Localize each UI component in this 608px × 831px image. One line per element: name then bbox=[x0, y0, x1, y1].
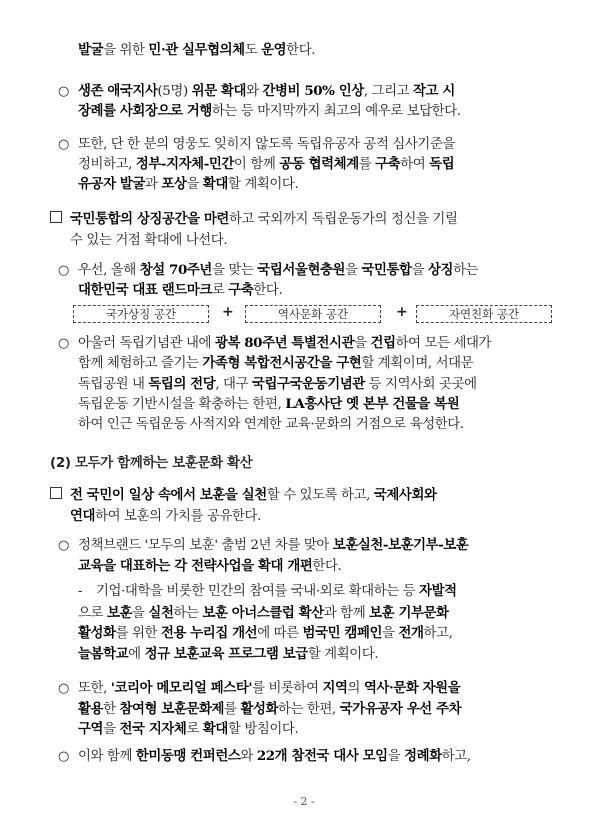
text-segment: 한 bbox=[103, 702, 120, 717]
text-segment: 을 bbox=[103, 722, 120, 737]
text-segment: 하고 국외까지 독립운동가의 정신을 기릴 bbox=[228, 212, 458, 227]
bold-text: 정부-지자체-민간 bbox=[135, 156, 234, 172]
text-segment: 도 bbox=[244, 43, 262, 58]
text-segment: 할 수 있도록 하고, bbox=[266, 488, 374, 503]
bold-text: 한미동맹 컨퍼런스 bbox=[135, 748, 241, 764]
bold-text: 간병비 50% 인상 bbox=[262, 83, 364, 99]
section-heading: (2) 모두가 함께하는 보훈문화 확산 bbox=[50, 456, 253, 471]
circle-bullet: ○ bbox=[58, 263, 70, 278]
bold-text: 늘봄학교 bbox=[78, 646, 129, 662]
bold-text: 상징 bbox=[428, 262, 454, 278]
bold-text: 생존 애국지사 bbox=[78, 83, 158, 99]
bold-text: 보훈실천-보훈기부-보훈 bbox=[332, 537, 469, 553]
bold-text: 지역 bbox=[322, 680, 348, 696]
text-segment: 기업·대학을 비롯한 민간의 참여를 국내·외로 확대하는 등 bbox=[96, 584, 420, 599]
text-segment: 하는 등 마지막까지 최고의 예우로 보답한다. bbox=[211, 104, 461, 119]
text-line bbox=[78, 176, 298, 193]
text-segment: 또한, bbox=[78, 681, 111, 696]
text-segment: 이와 함께 bbox=[78, 749, 136, 764]
text-segment: 정비하고, bbox=[78, 157, 136, 172]
text-line bbox=[78, 605, 449, 622]
text-line bbox=[78, 335, 491, 352]
text-segment: 하고, bbox=[423, 626, 453, 641]
bold-text: 범국민 캠페인 bbox=[302, 625, 383, 641]
bold-text: 건립 bbox=[370, 335, 396, 351]
text-segment: 이 함께 bbox=[233, 157, 280, 172]
text-segment: 등 지역사회 곳곳에 bbox=[364, 377, 477, 392]
text-line bbox=[78, 416, 464, 433]
plus-sign: + bbox=[396, 304, 408, 320]
text-line bbox=[78, 262, 478, 279]
text-segment: 하는 bbox=[453, 263, 479, 278]
bold-text: 역사·문화 자원을 bbox=[363, 680, 461, 696]
text-segment: 또한, 단 한 분의 영웅도 잊히지 않도록 독립유공자 공적 심사기준을 bbox=[78, 137, 456, 152]
bold-text: 포상 bbox=[161, 176, 187, 192]
bold-text: 위문 확대 bbox=[191, 83, 247, 99]
text-segment: 에 bbox=[128, 647, 145, 662]
bold-text: 전국 지자체 bbox=[119, 721, 187, 737]
text-segment: 독립운동 기반시설을 확충하는 한편, bbox=[78, 397, 286, 412]
text-segment: 하여 보훈의 가치를 공유한다. bbox=[95, 509, 261, 524]
text-segment: 하고, bbox=[441, 749, 471, 764]
bold-text: '코리아 메모리얼 페스타' bbox=[110, 680, 253, 696]
bold-text: 작고 시 bbox=[413, 83, 455, 99]
text-segment: 할 계획이다. bbox=[227, 177, 299, 192]
bold-text: 운영 bbox=[261, 42, 287, 58]
bold-text: 독립의 전당 bbox=[148, 376, 216, 392]
text-line bbox=[78, 646, 378, 663]
text-line bbox=[70, 211, 457, 228]
text-line bbox=[78, 83, 455, 100]
bold-text: 확대 bbox=[202, 721, 228, 737]
text-line bbox=[78, 396, 459, 413]
bold-text: 확대 bbox=[202, 176, 228, 192]
text-segment: 으로 bbox=[78, 606, 107, 621]
text-line bbox=[78, 721, 298, 738]
text-segment: 하는 bbox=[173, 606, 203, 621]
text-line bbox=[70, 508, 261, 525]
text-segment: 를 bbox=[358, 157, 376, 172]
text-line bbox=[78, 537, 468, 554]
bold-text: 대한민국 대표 랜드마크 bbox=[78, 282, 212, 298]
text-segment: (5명) bbox=[157, 84, 192, 99]
text-line bbox=[78, 103, 461, 120]
text-line bbox=[78, 680, 460, 697]
bold-text: 전 국민이 일상 속에서 보훈을 실천 bbox=[70, 487, 267, 503]
square-bullet bbox=[50, 487, 62, 499]
box-nature: 자연친화 공간 bbox=[416, 305, 552, 323]
text-line bbox=[70, 487, 437, 504]
text-segment: 정책브랜드 '모두의 보훈' 출범 2년 차를 맞아 bbox=[78, 538, 333, 553]
box-national-symbol: 국가상징 공간 bbox=[73, 305, 209, 323]
bold-text: 장례를 사회장으로 거행 bbox=[78, 103, 212, 119]
text-segment: 을 bbox=[132, 606, 149, 621]
text-segment: 하는 한편, bbox=[278, 702, 340, 717]
bold-text: 창설 70주년 bbox=[139, 262, 212, 278]
text-line bbox=[78, 282, 282, 299]
text-segment: 를 비롯하여 bbox=[252, 681, 323, 696]
bold-text: LA흥사단 옛 본부 건물을 복원 bbox=[285, 396, 460, 412]
bold-text: 유공자 발굴 bbox=[78, 176, 145, 192]
text-segment: 로 bbox=[186, 722, 203, 737]
bold-text: 활성화 bbox=[240, 701, 279, 717]
bold-text: 22개 참전국 대사 모임 bbox=[256, 748, 388, 764]
text-segment: 과 bbox=[144, 177, 162, 192]
text-segment: 를 위한 bbox=[115, 626, 161, 641]
bold-text: 보훈 기부문화 bbox=[369, 605, 449, 621]
text-segment: 에 따른 bbox=[257, 626, 303, 641]
bold-text: 보훈 아너스클럽 확산 bbox=[202, 605, 324, 621]
text-line bbox=[78, 748, 471, 765]
bold-text: 국립구국운동기념관 bbox=[251, 376, 365, 392]
bold-text: 국제사회와 bbox=[373, 487, 437, 503]
text-segment: 을 bbox=[382, 626, 399, 641]
text-segment: 아울러 독립기념관 내에 bbox=[78, 336, 215, 351]
text-line bbox=[78, 42, 315, 59]
circle-bullet: ○ bbox=[58, 336, 70, 351]
page-number: - 2 - bbox=[293, 795, 315, 808]
text-segment: 를 bbox=[224, 702, 241, 717]
text-segment: 독립공원 내 bbox=[78, 377, 149, 392]
bold-text: 구축 bbox=[375, 156, 401, 172]
text-line bbox=[96, 583, 457, 600]
circle-bullet: ○ bbox=[58, 681, 70, 696]
text-segment: 을 bbox=[186, 177, 203, 192]
text-segment: 을 bbox=[411, 263, 429, 278]
text-segment: 할 계획이며, 서대문 bbox=[361, 356, 474, 371]
text-segment: 한다. bbox=[253, 283, 283, 298]
bold-text: 자발적 bbox=[419, 583, 457, 599]
bold-text: 전용 누리집 개선 bbox=[160, 625, 258, 641]
text-segment: 한다. bbox=[312, 559, 342, 574]
text-segment: , 대구 bbox=[215, 377, 252, 392]
text-segment: 을 bbox=[345, 263, 362, 278]
bold-text: 보훈 bbox=[106, 605, 133, 621]
text-segment: 하여 bbox=[400, 157, 430, 172]
bold-text: 발굴 bbox=[78, 42, 104, 58]
bold-text: 공동 협력체계 bbox=[279, 156, 359, 172]
text-segment: 하여 인근 독립운동 사적지와 연계한 교육·문화의 거점으로 육성한다. bbox=[78, 417, 464, 432]
text-segment: 의 bbox=[347, 681, 364, 696]
bold-text: 연대 bbox=[70, 508, 96, 524]
bold-text: 교육을 대표하는 각 전략사업을 확대 개편 bbox=[78, 558, 313, 574]
plus-sign: + bbox=[222, 304, 234, 320]
text-line bbox=[78, 156, 454, 173]
text-segment: 한다. bbox=[286, 43, 316, 58]
text-line bbox=[78, 355, 473, 372]
circle-bullet: ○ bbox=[58, 137, 70, 152]
circle-bullet: ○ bbox=[58, 749, 70, 764]
text-segment: 와 bbox=[240, 749, 257, 764]
text-line bbox=[70, 232, 227, 249]
bold-text: 민·관 실무협의체 bbox=[148, 42, 245, 58]
text-segment: 을 bbox=[354, 336, 371, 351]
square-bullet bbox=[50, 211, 62, 223]
bold-text: 국가유공자 우선 주차 bbox=[339, 701, 462, 717]
bold-text: 독립 bbox=[429, 156, 455, 172]
bold-text: 국민통합의 상징공간을 마련 bbox=[70, 211, 229, 227]
text-segment: 로 bbox=[211, 283, 229, 298]
bold-text: 구역 bbox=[78, 721, 104, 737]
bold-text: 참여형 보훈문화제 bbox=[119, 701, 225, 717]
text-line bbox=[78, 376, 477, 393]
text-line bbox=[78, 136, 455, 153]
bold-text: 활용 bbox=[78, 701, 104, 717]
text-segment: 할 방침이다. bbox=[227, 722, 299, 737]
bold-text: 가족형 복합전시공간을 구현 bbox=[202, 355, 362, 371]
text-segment: 을 위한 bbox=[103, 43, 149, 58]
bold-text: 실천 bbox=[148, 605, 174, 621]
text-line bbox=[78, 558, 341, 575]
text-segment: , 그리고 bbox=[363, 84, 414, 99]
text-segment: 와 bbox=[246, 84, 263, 99]
circle-bullet: ○ bbox=[58, 538, 70, 553]
bold-text: 국민통합 bbox=[361, 262, 412, 278]
bold-text: 정규 보훈교육 프로그램 보급 bbox=[144, 646, 308, 662]
text-segment: 을 맞는 bbox=[211, 263, 258, 278]
text-segment: 과 함께 bbox=[323, 606, 370, 621]
circle-bullet: ○ bbox=[58, 84, 70, 99]
bold-text: 활성화 bbox=[78, 625, 116, 641]
text-line bbox=[78, 625, 452, 642]
dash-bullet: - bbox=[78, 584, 83, 599]
text-line bbox=[78, 701, 461, 718]
bold-text: 구축 bbox=[228, 282, 254, 298]
text-segment: 을 bbox=[387, 749, 405, 764]
bold-text: 국립서울현충원 bbox=[257, 262, 346, 278]
bold-text: 광복 80주년 특별전시관 bbox=[214, 335, 355, 351]
text-segment: 수 있는 거점 확대에 나선다. bbox=[70, 233, 228, 248]
bold-text: 전개 bbox=[398, 625, 424, 641]
text-segment: 우선, 올해 bbox=[78, 263, 140, 278]
box-history-culture: 역사문화 공간 bbox=[245, 305, 381, 323]
text-segment: 할 계획이다. bbox=[307, 647, 379, 662]
bold-text: 정례화 bbox=[404, 748, 442, 764]
text-segment: 함께 체험하고 즐기는 bbox=[78, 356, 203, 371]
text-segment: 하여 모든 세대가 bbox=[395, 336, 492, 351]
